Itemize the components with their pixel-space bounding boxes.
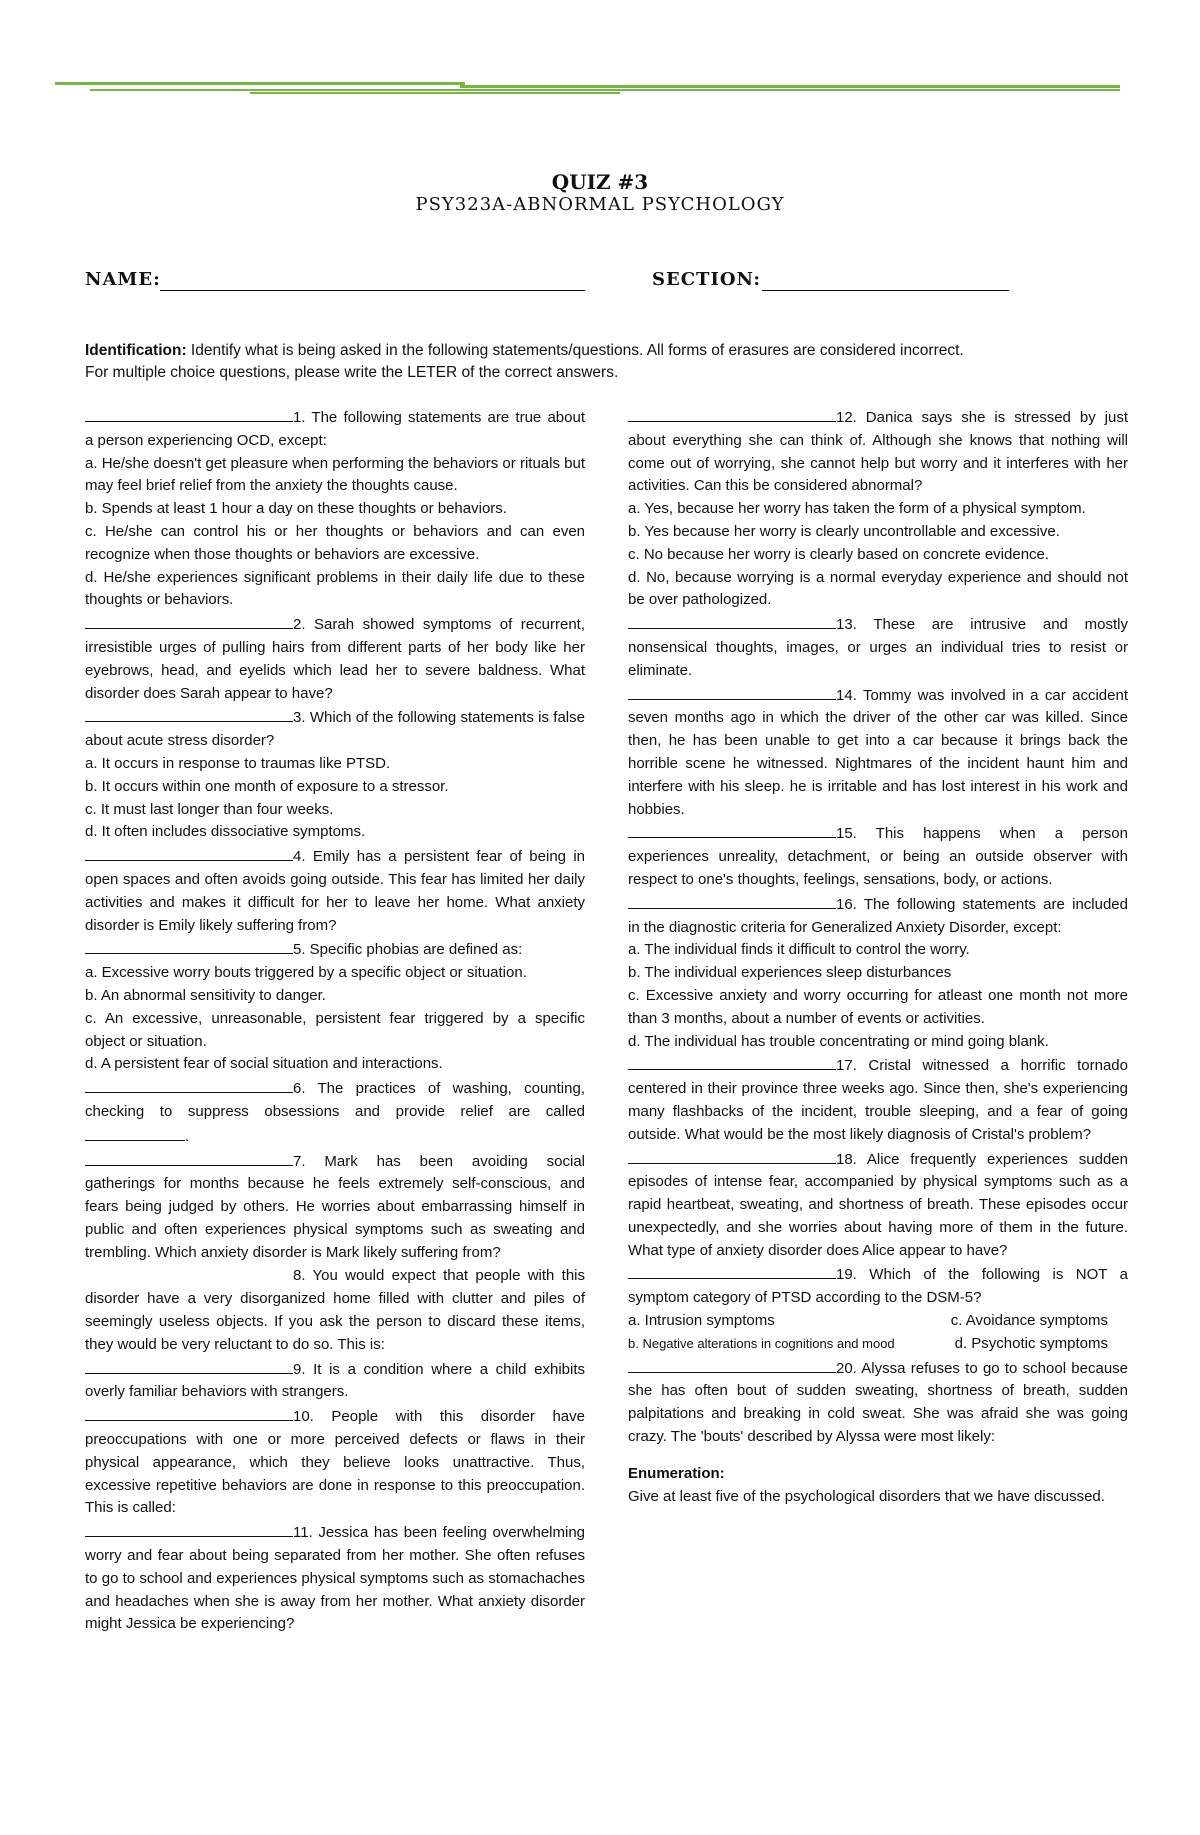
question-3: 3. Which of the following statements is false about acute stress disorder? — [85, 705, 585, 753]
question-11: 11. Jessica has been feeling overwhelming worry and fear about being separated from her mother. She often refuses to go to school and experiences physical symptoms such as stomachaches and headaches when she is away from her mother. What anxiety disorder might Jessica be experiencing? — [85, 1520, 585, 1636]
answer-blank[interactable] — [85, 1076, 293, 1093]
answer-blank[interactable] — [85, 844, 293, 861]
answer-blank[interactable] — [85, 1404, 293, 1421]
option: b. Negative alterations in cognitions and mood — [628, 1335, 895, 1351]
question-6: 6. The practices of washing, counting, checking to suppress obsessions and provide relief are called . — [85, 1076, 585, 1148]
option: a. Excessive worry bouts triggered by a specific object or situation. — [85, 964, 527, 982]
option: c. An excessive, unreasonable, persistent fear triggered by a specific object or situation. — [85, 1009, 585, 1050]
enumeration-text: Give at least five of the psychological disorders that we have discussed. — [628, 1487, 1105, 1505]
question-16: 16. The following statements are included in the diagnostic criteria for Generalized Anxiety Disorder, except: — [628, 892, 1128, 940]
option: c. Avoidance symptoms — [950, 1312, 1108, 1330]
question-18: 18. Alice frequently experiences sudden episodes of intense fear, accompanied by physical symptoms such as a rapid heartbeat, sweating, and shortness of breath. These episodes occur unexpectedly, and she worries about having more of them in the future. What type of anxiety disorder does Alice appear to have? — [628, 1147, 1128, 1263]
answer-blank[interactable] — [628, 892, 836, 909]
answer-blank[interactable] — [628, 1147, 836, 1164]
answer-space[interactable] — [85, 1264, 293, 1280]
question-13: 13. These are intrusive and mostly nonsensical thoughts, images, or urges an individual tries to resist or eliminate. — [628, 612, 1128, 682]
option: b. Yes because her worry is clearly uncontrollable and excessive. — [628, 522, 1060, 540]
question-8: 8. You would expect that people with this disorder have a very disorganized home filled with clutter and piles of seemingly useless objects. If you ask the person to discard these items, they would be very reluctant to do so. This is: — [85, 1264, 585, 1356]
answer-blank[interactable] — [628, 821, 836, 838]
answer-blank[interactable] — [85, 705, 293, 722]
option: a. The individual finds it difficult to control the worry. — [628, 941, 970, 959]
left-column — [85, 405, 585, 1636]
question-17: 17. Cristal witnessed a horrific tornado centered in their province three weeks ago. Since then, she's experiencing many flashbacks of the incident, trouble sleeping, and a fear of going outside. What would be the most likely diagnosis of Cristal's problem? — [628, 1053, 1128, 1146]
option: d. He/she experiences significant problems in their daily life due to these thoughts or behaviors. — [85, 568, 585, 609]
header-band — [90, 89, 1120, 91]
question-15: 15. This happens when a person experiences unreality, detachment, or being an outside observer with respect to one's thoughts, feelings, sensations, body, or actions. — [628, 821, 1128, 891]
question-20: 20. Alyssa refuses to go to school because she has often bout of sudden sweating, shortness of breath, sudden palpitations and breaking in cold sweat. She was afraid she was going crazy. The 'bouts' described by Alyssa were most likely: — [628, 1356, 1128, 1449]
answer-blank[interactable] — [628, 612, 836, 629]
answer-blank[interactable] — [628, 683, 836, 700]
quiz-title: QUIZ #3 — [551, 170, 649, 194]
name-label: NAME: — [85, 269, 161, 290]
option: d. A persistent fear of social situation and interactions. — [85, 1055, 443, 1073]
option: c. It must last longer than four weeks. — [85, 800, 334, 818]
question-14: 14. Tommy was involved in a car accident seven months ago in which the driver of the other car was killed. Since then, he has been unable to get into a car because it brings back the horrible scene he witnessed. Nightmares of the incident haunt him and interfere with his sleep. he is irritable and has lost interest in his work and hobbies. — [628, 683, 1128, 822]
question-1: 1. The following statements are true about a person experiencing OCD, except: — [85, 405, 585, 453]
question-2: 2. Sarah showed symptoms of recurrent, irresistible urges of pulling hairs from different parts of her body like her eyebrows, head, and eyelids which lead her to severe baldness. What disorder does Sarah appear to have? — [85, 612, 585, 705]
option-row — [628, 1310, 1128, 1333]
question-19: 19. Which of the following is NOT a symptom category of PTSD according to the DSM-5? — [628, 1262, 1128, 1310]
question-7: 7. Mark has been avoiding social gatherings for months because he feels extremely self-conscious, and fears being judged by others. He worries about embarrassing himself in public and often experiences physical symptoms such as sweating and trembling. Which anxiety disorder is Mark likely suffering from? — [85, 1149, 585, 1265]
option-row — [628, 1333, 1128, 1356]
question-4: 4. Emily has a persistent fear of being in open spaces and often avoids going outside. This fear has limited her daily activities and makes it difficult for her to leave her home. What anxiety disorder is Emily likely suffering from? — [85, 844, 585, 937]
option: d. The individual has trouble concentrating or mind going blank. — [628, 1032, 1049, 1050]
option: c. Excessive anxiety and worry occurring for atleast one month not more than 3 months, about a number of events or activities. — [628, 986, 1128, 1027]
section-label: SECTION: — [652, 269, 761, 290]
answer-blank[interactable] — [628, 1262, 836, 1279]
option: c. He/she can control his or her thoughts or behaviors and can even recognize when those thoughts or behaviors are excessive. — [85, 522, 585, 563]
answer-blank[interactable] — [628, 405, 836, 422]
answer-blank[interactable] — [628, 1053, 836, 1070]
answer-blank[interactable] — [85, 937, 293, 954]
option: d. It often includes dissociative symptoms. — [85, 823, 366, 841]
instructions-text-2: For multiple choice questions, please write the LETER of the correct answers. — [85, 364, 619, 381]
header-band — [250, 92, 620, 94]
course-title: PSY323A-ABNORMAL PSYCHOLOGY — [415, 194, 785, 215]
instructions-heading: Identification: — [85, 342, 187, 359]
instructions-text: Identify what is being asked in the following statements/questions. All forms of erasures are considered incorrect. — [190, 342, 964, 359]
section-field[interactable] — [762, 290, 1009, 291]
inline-blank[interactable] — [85, 1124, 185, 1141]
question-12: 12. Danica says she is stressed by just about everything she can think of. Although she knows that nothing will come out of worrying, she cannot help but worry and it interferes with her activities. Can this be considered abnormal? — [628, 405, 1128, 498]
header-band — [460, 85, 1120, 88]
answer-blank[interactable] — [85, 1357, 293, 1374]
header-band — [55, 82, 465, 85]
enumeration-heading: Enumeration: — [628, 1464, 725, 1482]
answer-blank[interactable] — [628, 1356, 836, 1373]
question-9: 9. It is a condition where a child exhibits overly familiar behaviors with strangers. — [85, 1357, 585, 1405]
option: a. He/she doesn't get pleasure when performing the behaviors or rituals but may feel brief relief from the anxiety the thoughts cause. — [85, 454, 585, 495]
question-5: 5. Specific phobias are defined as: — [85, 937, 585, 962]
right-column — [628, 405, 1128, 1508]
option: d. No, because worrying is a normal everyday experience and should not be over pathologized. — [628, 568, 1128, 609]
question-10: 10. People with this disorder have preoccupations with one or more perceived defects or flaws in their physical appearance, which they believe looks unattractive. Thus, excessive repetitive behaviors are done in response to this preoccupation. This is called: — [85, 1404, 585, 1520]
answer-blank[interactable] — [85, 612, 293, 629]
option: b. It occurs within one month of exposure to a stressor. — [85, 777, 449, 795]
option: b. The individual experiences sleep disturbances — [628, 964, 952, 982]
option: a. Intrusion symptoms — [628, 1312, 775, 1330]
answer-blank[interactable] — [85, 405, 293, 422]
option: a. Yes, because her worry has taken the form of a physical symptom. — [628, 500, 1086, 518]
name-field[interactable] — [160, 290, 585, 291]
option: a. It occurs in response to traumas like PTSD. — [85, 754, 391, 772]
option: b. An abnormal sensitivity to danger. — [85, 986, 326, 1004]
option: c. No because her worry is clearly based on concrete evidence. — [628, 545, 1050, 563]
answer-blank[interactable] — [85, 1520, 293, 1537]
option: b. Spends at least 1 hour a day on these thoughts or behaviors. — [85, 500, 507, 518]
answer-blank[interactable] — [85, 1149, 293, 1166]
option: d. Psychotic symptoms — [954, 1334, 1108, 1352]
instructions — [85, 340, 1135, 384]
